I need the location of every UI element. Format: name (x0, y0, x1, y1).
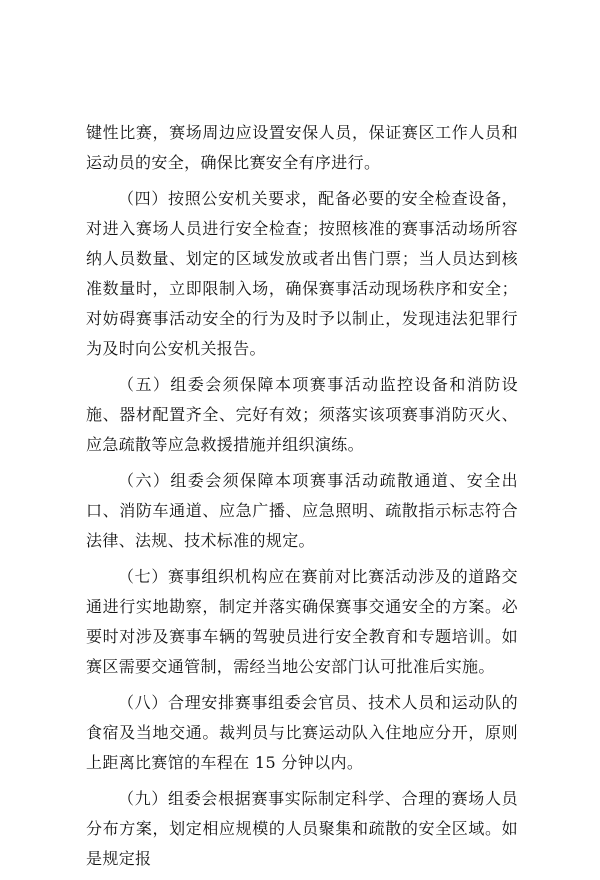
paragraph-item-6: （六）组委会须保障本项赛事活动疏散通道、安全出口、消防车通道、应急广播、应急照明、疏散指示标志符合法律、法规、技术标准的规定。 (86, 471, 518, 550)
paragraph-continuation: 键性比赛，赛场周边应设置安保人员，保证赛区工作人员和运动员的安全，确保比赛安全有序进行。 (86, 123, 518, 172)
paragraph-item-7: （七）赛事组织机构应在赛前对比赛活动涉及的道路交通进行实地勘察，制定并落实确保赛事交通安全的方案。必要时对涉及赛事车辆的驾驶员进行安全教育和专题培训。如赛区需要交通管制，需经当地公安部门认可批准后实施。 (86, 567, 518, 676)
paragraph-item-5: （五）组委会须保障本项赛事活动监控设备和消防设施、器材配置齐全、完好有效；须落实该项赛事消防灭火、应急疏散等应急救援措施并组织演练。 (86, 375, 518, 454)
paragraph-item-8: （八）合理安排赛事组委会官员、技术人员和运动队的食宿及当地交通。裁判员与比赛运动队入住地应分开，原则上距离比赛馆的车程在 15 分钟以内。 (86, 693, 518, 772)
paragraph-item-4: （四）按照公安机关要求，配备必要的安全检查设备，对进入赛场人员进行安全检查；按照核准的赛事活动场所容纳人员数量、划定的区域发放或者出售门票；当人员达到核准数量时，立即限制入场，确保赛事活动现场秩序和安全；对妨碍赛事活动安全的行为及时予以制止，发现违法犯罪行为及时向公安机关报告。 (86, 189, 518, 358)
document-body (86, 118, 518, 880)
paragraph-item-9: （九）组委会根据赛事实际制定科学、合理的赛场人员分布方案，划定相应规模的人员聚集和疏散的安全区域。如是规定报 (86, 789, 518, 868)
